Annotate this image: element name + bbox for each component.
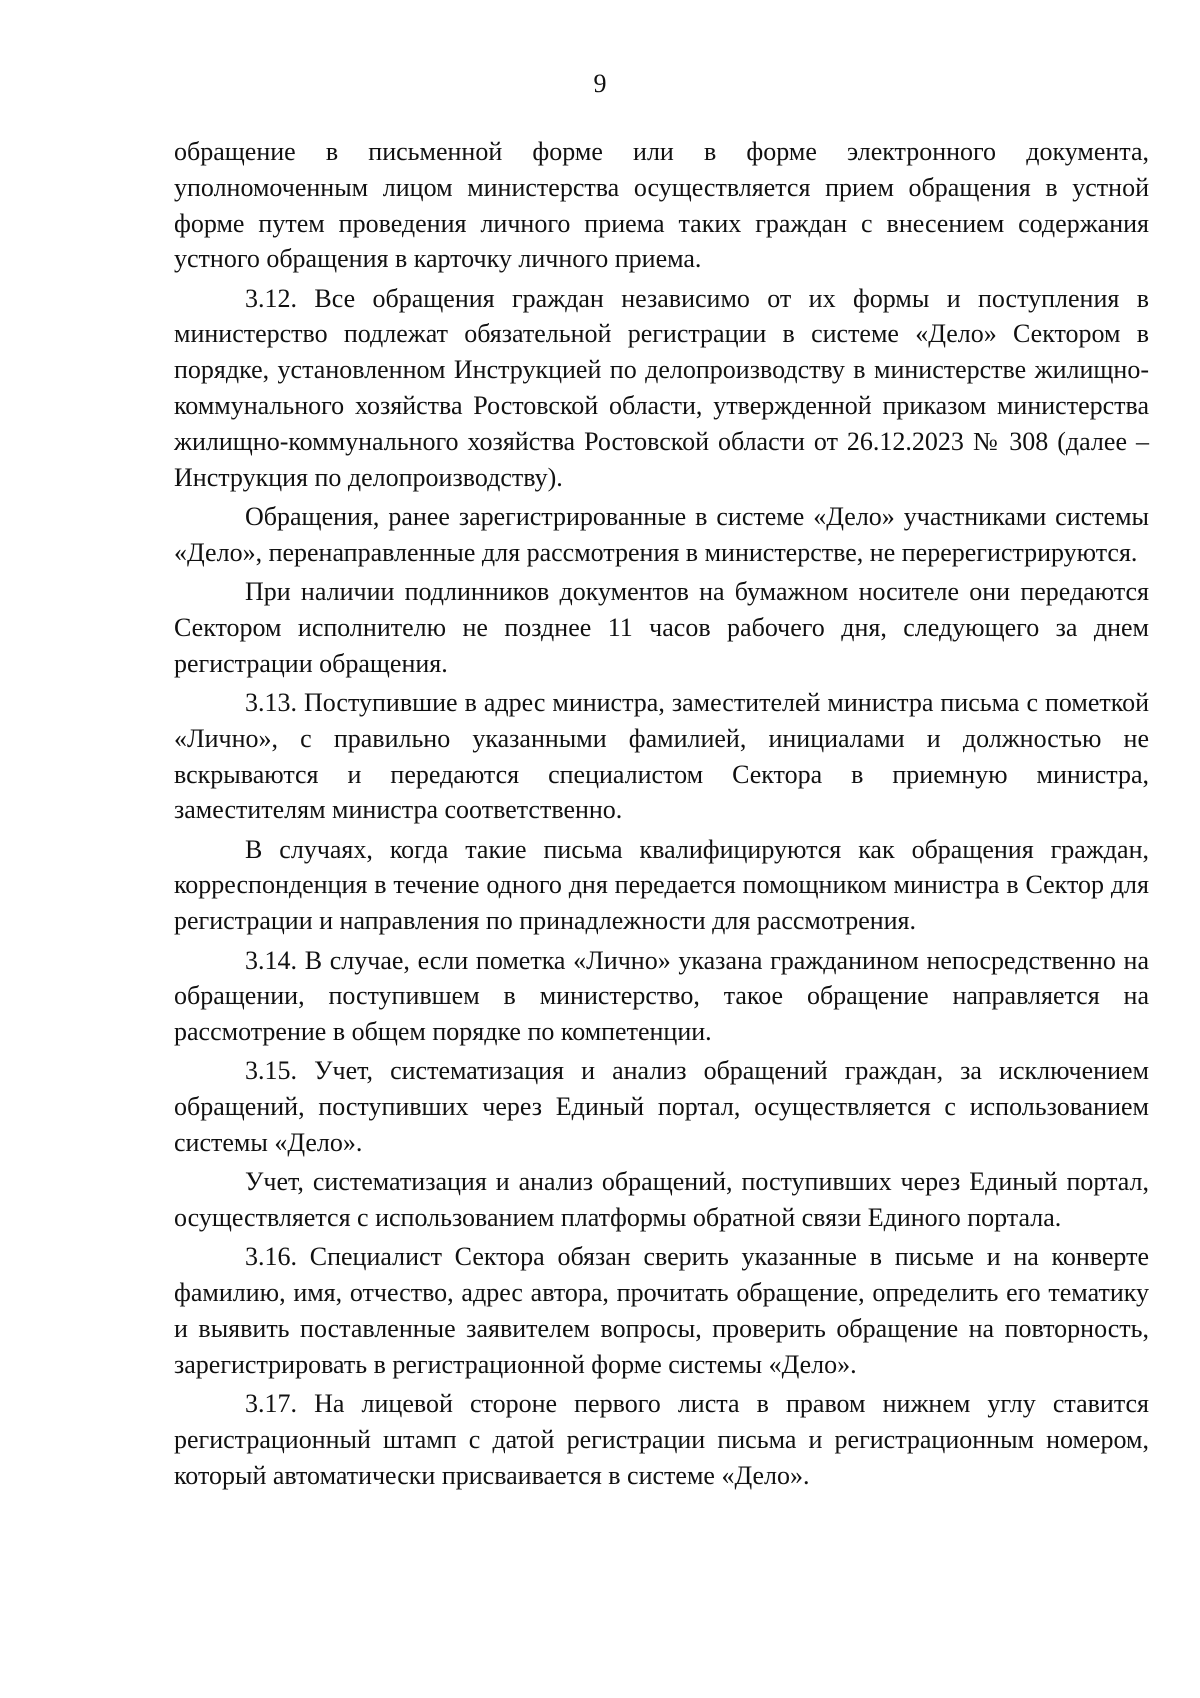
paragraph-3-14: 3.14. В случае, если пометка «Лично» указана гражданином непосредственно на обращении, поступившем в министерство, такое обращение направляется на рассмотрение в общем порядке по компетенции.: [174, 945, 1149, 1047]
paragraph-unified-portal: Учет, систематизация и анализ обращений, поступивших через Единый портал, осуществляется с использованием платформы обратной связи Единого портала.: [174, 1167, 1149, 1233]
paragraph-reregistration: Обращения, ранее зарегистрированные в системе «Дело» участниками системы «Дело», перенаправленные для рассмотрения в министерстве, не перерегистрируются.: [174, 501, 1149, 567]
paragraph-qualified-letters: В случаях, когда такие письма квалифицируются как обращения граждан, корреспонденция в течение одного дня передается помощником министра в Сектор для регистрации и направления по принадлежности для рассмотрения.: [174, 834, 1149, 936]
paragraph-3-16: 3.16. Специалист Сектора обязан сверить указанные в письме и на конверте фамилию, имя, отчество, адрес автора, прочитать обращение, определить его тематику и выявить поставленные заявителем вопросы, проверить обращение на повторность, зарегистрировать в регистрационной форме системы «Дело».: [174, 1242, 1149, 1379]
paragraph-intro-continuation: обращение в письменной форме или в форме электронного документа, уполномоченным лицом министерства осуществляется прием обращения в устной форме путем проведения личного приема таких граждан с внесением содержания устного обращения в карточку личного приема.: [174, 137, 1149, 274]
paragraph-3-12: 3.12. Все обращения граждан независимо от их формы и поступления в министерство подлежат обязательной регистрации в системе «Дело» Сектором в порядке, установленном Инструкцией по делопроизводству в министерстве жилищно-коммунального хозяйства Ростовской области, утвержденной приказом министерства жилищно-коммунального хозяйства Ростовской области от 26.12.2023 № 308 (далее – Инструкция по делопроизводству).: [174, 283, 1149, 492]
paragraph-3-17: 3.17. На лицевой стороне первого листа в правом нижнем углу ставится регистрационный штамп с датой регистрации письма и регистрационным номером, который автоматически присваивается в системе «Дело».: [174, 1389, 1149, 1490]
page-number: 9: [593, 69, 607, 98]
paragraph-3-15: 3.15. Учет, систематизация и анализ обращений граждан, за исключением обращений, поступивших через Единый портал, осуществляется с использованием системы «Дело».: [174, 1056, 1149, 1158]
document-body: [174, 134, 1149, 1497]
paragraph-originals: При наличии подлинников документов на бумажном носителе они передаются Сектором исполнителю не позднее 11 часов рабочего дня, следующего за днем регистрации обращения.: [174, 577, 1149, 678]
paragraph-3-13: 3.13. Поступившие в адрес министра, заместителей министра письма с пометкой «Лично», с правильно указанными фамилией, инициалами и должностью не вскрываются и передаются специалистом Сектора в приемную министра, заместителям министра соответственно.: [174, 687, 1149, 825]
